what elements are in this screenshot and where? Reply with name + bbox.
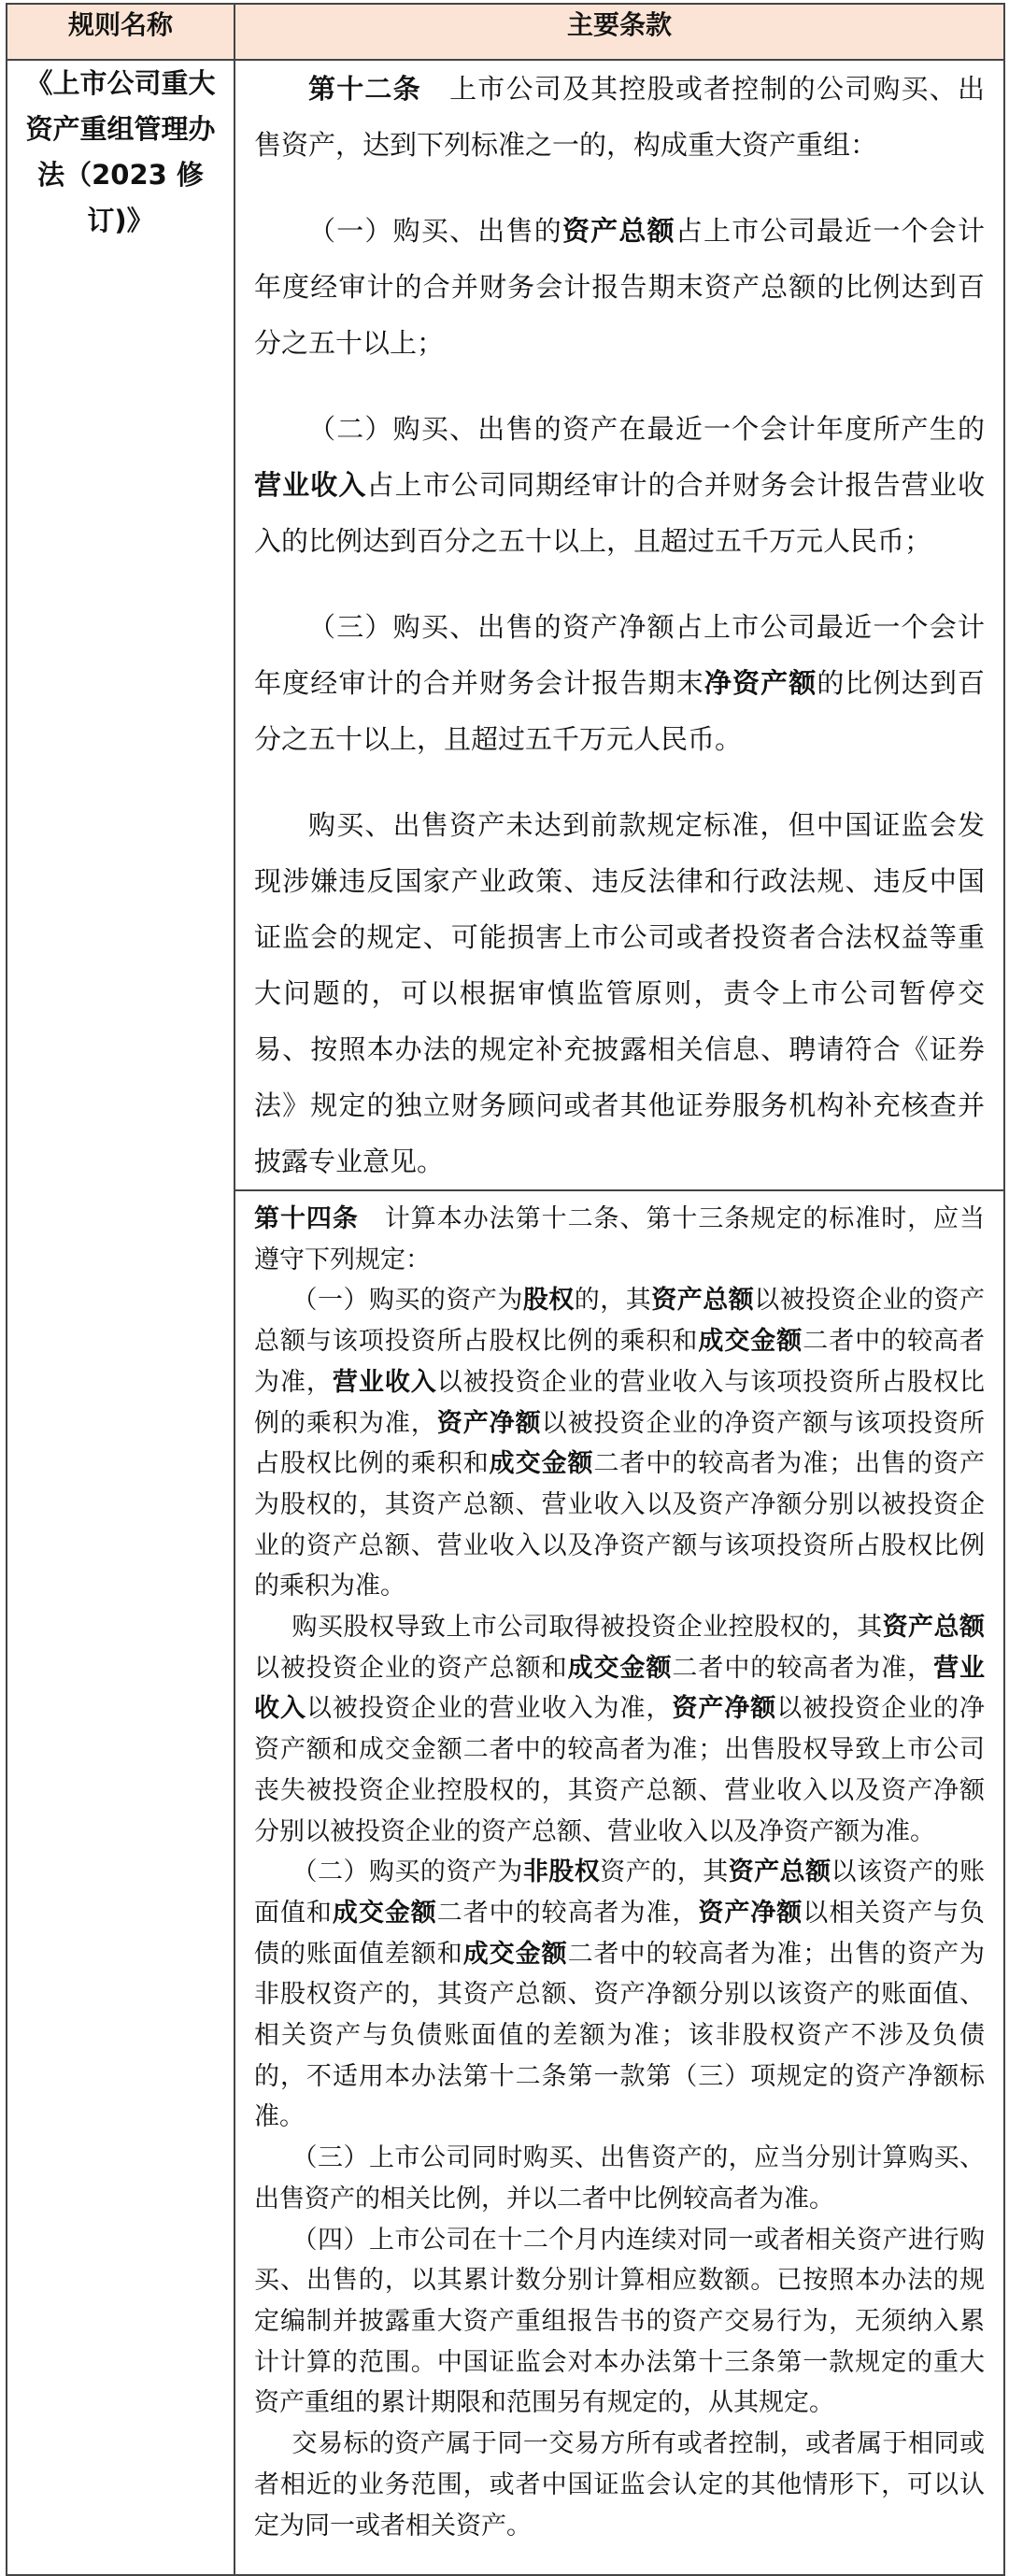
article-12-title: 第十二条	[308, 73, 421, 105]
article-14-paragraph-same-assets: 交易标的资产属于同一交易方所有或者控制，或者属于相同或者相近的业务范围，或者中国证监会认定的其他情形下，可以认定为同一或者相关资产。	[254, 2429, 985, 2540]
article-12-item-2: （二）购买、出售的资产在最近一个会计年度所产生的营业收入占上市公司同期经审计的合并财务会计报告营业收入的比例达到百分之五十以上，且超过五千万元人民币；	[254, 413, 985, 557]
article-14-cell	[234, 1190, 1004, 2575]
table-row	[7, 60, 1004, 1190]
rules-table	[6, 3, 1005, 2576]
header-main-clauses: 主要条款	[234, 4, 1004, 60]
article-14-intro: 第十四条 计算本办法第十二条、第十三条规定的标准时，应当遵守下列规定：	[254, 1204, 986, 1274]
article-12-intro: 第十二条 上市公司及其控股或者控制的公司购买、出售资产，达到下列标准之一的，构成重大资产重组：	[254, 73, 985, 161]
article-12-paragraph: 购买、出售资产未达到前款规定标准，但中国证监会发现涉嫌违反国家产业政策、违反法律和行政法规、违反中国证监会的规定、可能损害上市公司或者投资者合法权益等重大问题的，可以根据审慎监管原则，责令上市公司暂停交易、按照本办法的规定补充披露相关信息、聘请符合《证券法》规定的独立财务顾问或者其他证券服务机构补充核查并披露专业意见。	[254, 809, 985, 1177]
article-12-cell	[234, 60, 1004, 1190]
header-rule-name: 规则名称	[7, 4, 234, 60]
article-14-title: 第十四条	[254, 1204, 359, 1233]
rule-name-cell: 《上市公司重大资产重组管理办法（2023 修订)》	[7, 60, 234, 2575]
article-12-item-1: （一）购买、出售的资产总额占上市公司最近一个会计年度经审计的合并财务会计报告期末资产总额的比例达到百分之五十以上；	[254, 215, 985, 359]
article-14-item-1: （一）购买的资产为股权的，其资产总额以被投资企业的资产总额与该项投资所占股权比例的乘积和成交金额二者中的较高者为准，营业收入以被投资企业的营业收入与该项投资所占股权比例的乘积为准，资产净额以被投资企业的净资产额与该项投资所占股权比例的乘积和成交金额二者中的较高者为准；出售的资产为股权的，其资产总额、营业收入以及资产净额分别以被投资企业的资产总额、营业收入以及净资产额与该项投资所占股权比例的乘积为准。	[254, 1286, 986, 1601]
article-14-item-2: （二）购买的资产为非股权资产的，其资产总额以该资产的账面值和成交金额二者中的较高者为准，资产净额以相关资产与负债的账面值差额和成交金额二者中的较高者为准；出售的资产为非股权资产的，其资产总额、资产净额分别以该资产的账面值、相关资产与负债账面值的差额为准；该非股权资产不涉及负债的，不适用本办法第十二条第一款第（三）项规定的资产净额标准。	[254, 1857, 986, 2132]
header-row	[7, 4, 1004, 60]
article-12-item-3: （三）购买、出售的资产净额占上市公司最近一个会计年度经审计的合并财务会计报告期末净资产额的比例达到百分之五十以上，且超过五千万元人民币。	[254, 611, 985, 755]
article-14-paragraph-control: 购买股权导致上市公司取得被投资企业控股权的，其资产总额以被投资企业的资产总额和成交金额二者中的较高者为准，营业收入以被投资企业的营业收入为准，资产净额以被投资企业的净资产额和成交金额二者中的较高者为准；出售股权导致上市公司丧失被投资企业控股权的，其资产总额、营业收入以及资产净额分别以被投资企业的资产总额、营业收入以及净资产额为准。	[254, 1613, 986, 1846]
article-14-item-4: （四）上市公司在十二个月内连续对同一或者相关资产进行购买、出售的，以其累计数分别计算相应数额。已按照本办法的规定编制并披露重大资产重组报告书的资产交易行为，无须纳入累计计算的范围。中国证监会对本办法第十三条第一款规定的重大资产重组的累计期限和范围另有规定的，从其规定。	[254, 2225, 985, 2418]
article-14-item-3: （三）上市公司同时购买、出售资产的，应当分别计算购买、出售资产的相关比例，并以二者中比例较高者为准。	[254, 2143, 985, 2213]
